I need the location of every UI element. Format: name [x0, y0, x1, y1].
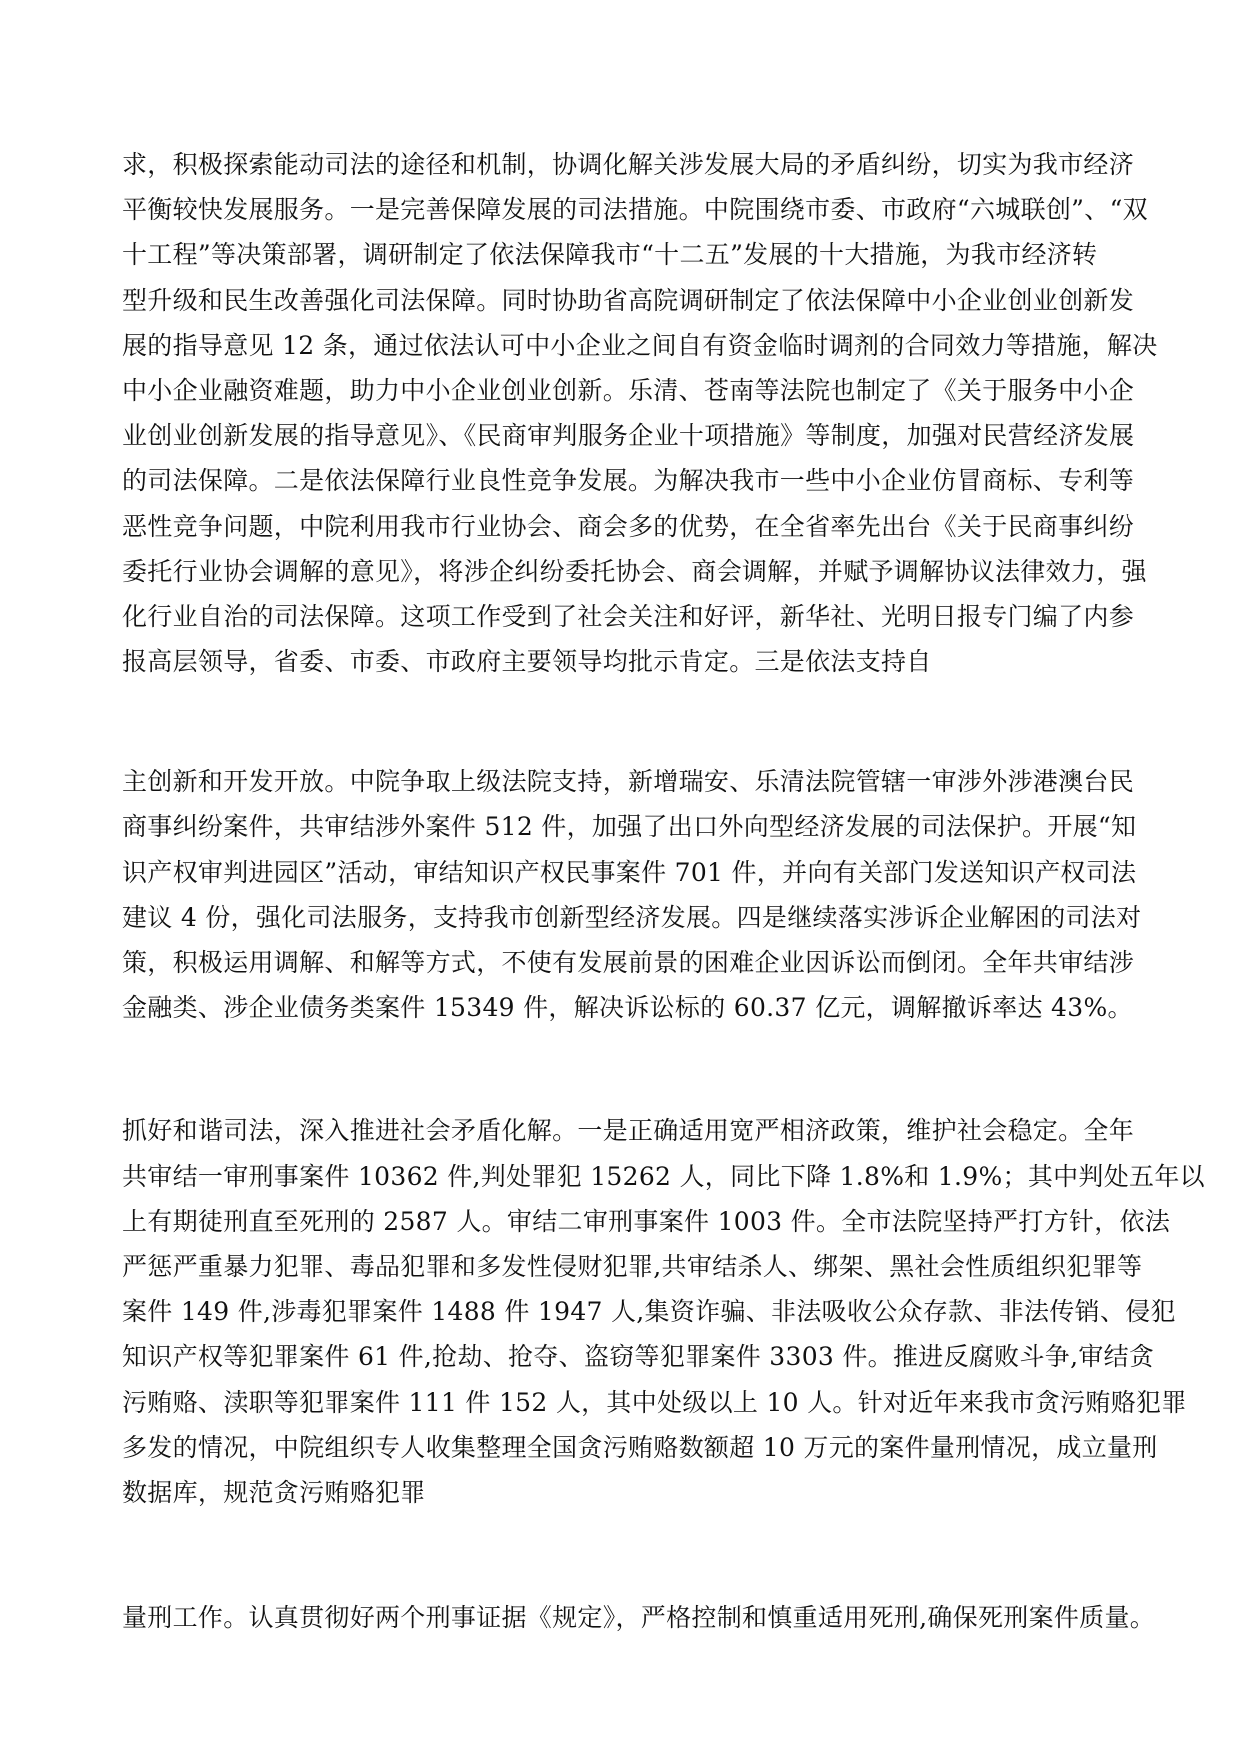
text-line: 的司法保障。二是依法保障行业良性竞争发展。为解决我市一些中小企业仿冒商标、专利等: [122, 466, 1135, 496]
paragraph-spacer: [122, 684, 1122, 759]
text-line: 金融类、涉企业债务类案件 15349 件，解决诉讼标的 60.37 亿元，调解撤诉率达 43%。: [122, 993, 1133, 1023]
text-line: 数据库，规范贪污贿赂犯罪: [122, 1477, 426, 1507]
text-line: 恶性竞争问题，中院利用我市行业协会、商会多的优势，在全省率先出台《关于民商事纠纷: [122, 511, 1135, 541]
text-line: 求，积极探索能动司法的途径和机制，协调化解关涉发展大局的矛盾纠纷，切实为我市经济: [122, 150, 1135, 179]
document-page: [122, 142, 1205, 1640]
text-line: 多发的情况，中院组织专人收集整理全国贪污贿赂数额超 10 万元的案件量刑情况，成立量刑: [122, 1432, 1158, 1462]
text-line: 污贿赂、渎职等犯罪案件 111 件 152 人，其中处级以上 10 人。针对近年来我市贪污贿赂犯罪: [122, 1387, 1187, 1417]
paragraph-3: [122, 1108, 1205, 1515]
text-line: 量刑工作。认真贯彻好两个刑事证据《规定》，严格控制和慎重适用死刑,确保死刑案件质量。: [122, 1603, 1156, 1633]
text-line: 主创新和开发开放。中院争取上级法院支持，新增瑞安、乐清法院管辖一审涉外涉港澳台民: [122, 767, 1135, 797]
paragraph-spacer: [122, 1030, 1122, 1108]
text-line: 策，积极运用调解、和解等方式，不使有发展前景的困难企业因诉讼而倒闭。全年共审结涉: [122, 948, 1135, 977]
text-line: 业创业创新发展的指导意见》、《民商审判服务企业十项措施》等制度，加强对民营经济发展: [122, 421, 1135, 451]
paragraph-4: [122, 1595, 1156, 1640]
text-line: 委托行业协会调解的意见》，将涉企纠纷委托协会、商会调解，并赋予调解协议法律效力，强: [122, 556, 1147, 586]
text-line: 报高层领导，省委、市委、市政府主要领导均批示肯定。三是依法支持自: [122, 647, 932, 677]
text-line: 建议 4 份，强化司法服务，支持我市创新型经济发展。四是继续落实涉诉企业解困的司法对: [122, 902, 1142, 932]
text-line: 严惩严重暴力犯罪、毒品犯罪和多发性侵财犯罪,共审结杀人、绑架、黑社会性质组织犯罪等: [122, 1251, 1143, 1281]
text-line: 识产权审判进园区”活动，审结知识产权民事案件 701 件，并向有关部门发送知识产权司法: [122, 857, 1137, 887]
text-line: 型升级和民生改善强化司法保障。同时协助省高院调研制定了依法保障中小企业创业创新发: [122, 285, 1135, 315]
text-line: 上有期徒刑直至死刑的 2587 人。审结二审刑事案件 1003 件。全市法院坚持严打方针，依法: [122, 1206, 1171, 1236]
text-line: 商事纠纷案件，共审结涉外案件 512 件，加强了出口外向型经济发展的司法保护。开展“知: [122, 812, 1137, 842]
paragraph-1: [122, 142, 1158, 684]
text-line: 展的指导意见 12 条，通过依法认可中小企业之间自有资金临时调剂的合同效力等措施，解决: [122, 330, 1158, 360]
text-line: 案件 149 件,涉毒犯罪案件 1488 件 1947 人,集资诈骗、非法吸收公众存款、非法传销、侵犯: [122, 1297, 1176, 1327]
paragraph-spacer: [122, 1515, 1122, 1595]
text-line: 十工程”等决策部署，调研制定了依法保障我市“十二五”发展的十大措施，为我市经济转: [122, 240, 1098, 270]
text-line: 知识产权等犯罪案件 61 件,抢劫、抢夺、盗窃等犯罪案件 3303 件。推进反腐败斗争,审结贪: [122, 1342, 1155, 1372]
text-line: 化行业自治的司法保障。这项工作受到了社会关注和好评，新华社、光明日报专门编了内参: [122, 601, 1135, 631]
paragraph-2: [122, 759, 1142, 1030]
text-line: 平衡较快发展服务。一是完善保障发展的司法措施。中院围绕市委、市政府“六城联创”、“双: [122, 195, 1148, 225]
text-line: 共审结一审刑事案件 10362 件,判处罪犯 15262 人，同比下降 1.8%和 1.9%；其中判处五年以: [122, 1161, 1205, 1191]
text-line: 中小企业融资难题，助力中小企业创业创新。乐清、苍南等法院也制定了《关于服务中小企: [122, 375, 1135, 405]
text-line: 抓好和谐司法，深入推进社会矛盾化解。一是正确适用宽严相济政策，维护社会稳定。全年: [122, 1116, 1135, 1146]
